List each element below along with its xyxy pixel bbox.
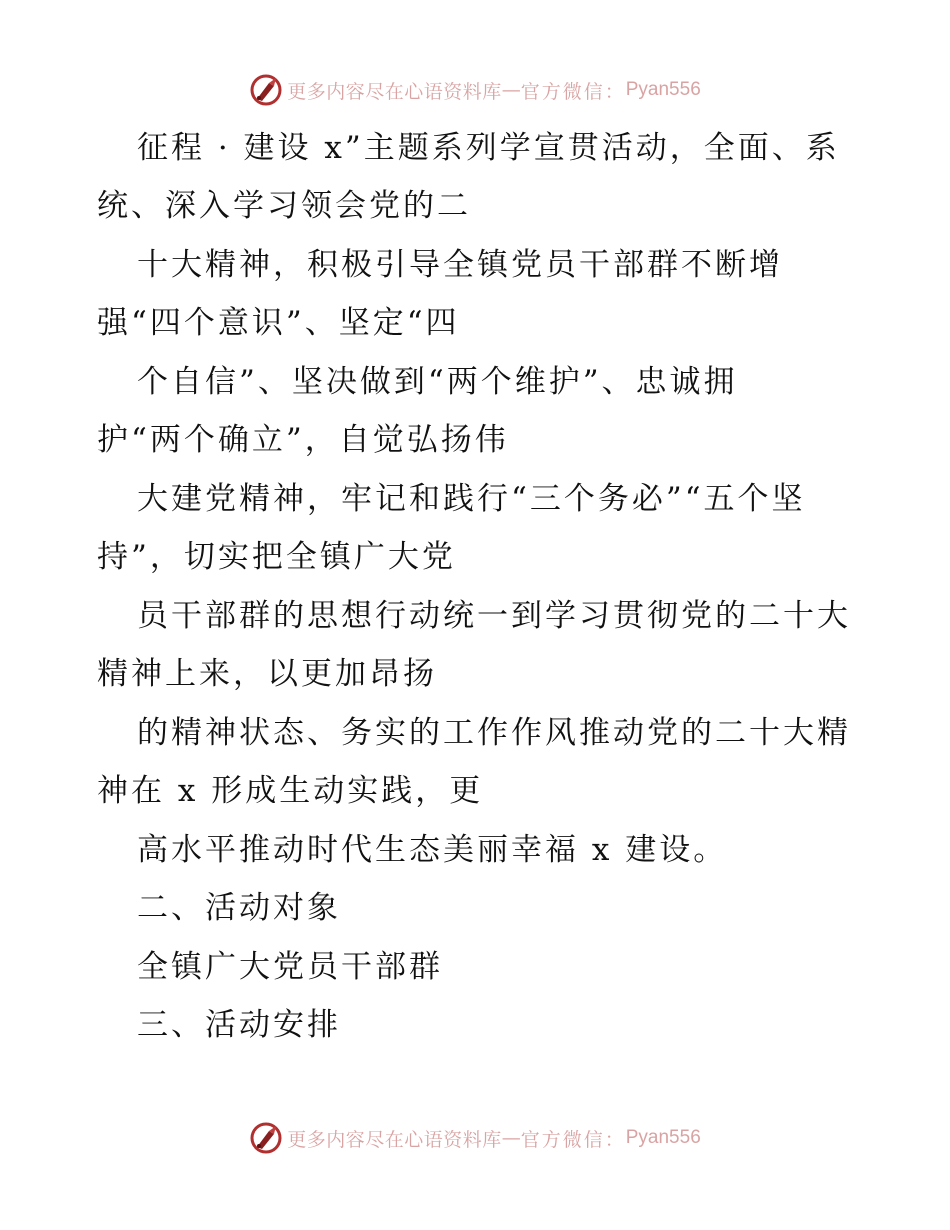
section-heading: 三、活动安排: [137, 1007, 341, 1043]
banner-main-text: 更多内容尽在心语资料库: [287, 80, 502, 103]
footer-watermark-banner: [0, 1118, 950, 1158]
text-line: 神在 x 形成生动实践，更: [97, 773, 484, 809]
header-watermark-banner: [0, 70, 950, 110]
text-line: 大建党精神，牢记和践行“三个务必”“五个坚: [137, 481, 806, 517]
banner-dash: —: [501, 1127, 521, 1149]
text-line: 十大精神，积极引导全镇党员干部群不断增: [137, 247, 783, 283]
text-line: 统、深入学习领会党的二: [97, 188, 471, 224]
text-line: 护“两个确立”，自觉弘扬伟: [97, 422, 509, 458]
section-heading: 二、活动对象: [137, 890, 341, 926]
banner-sub-text: 官方微信：: [520, 80, 626, 103]
banner-wechat-id: Pyan556: [625, 1127, 701, 1148]
text-line: 全镇广大党员干部群: [137, 949, 443, 985]
text-line: 员干部群的思想行动统一到学习贯彻党的二十大: [137, 598, 851, 634]
text-line: 高水平推动时代生态美丽幸福 x 建设。: [137, 832, 728, 868]
text-line: 持”，切实把全镇广大党: [97, 539, 456, 575]
quill-pen-circle-icon: [249, 73, 283, 107]
text-line: 征程 · 建设 x”主题系列学宣贯活动，全面、系: [137, 130, 840, 166]
quill-pen-circle-icon: [249, 1121, 283, 1155]
text-line: 的精神状态、务实的工作作风推动党的二十大精: [137, 715, 851, 751]
text-line: 个自信”、坚决做到“两个维护”、忠诚拥: [137, 364, 738, 400]
banner-wechat-id: Pyan556: [625, 79, 701, 100]
text-line: 强“四个意识”、坚定“四: [97, 305, 460, 341]
banner-sub-text: 官方微信：: [520, 1128, 626, 1151]
banner-main-text: 更多内容尽在心语资料库: [287, 1128, 502, 1151]
text-line: 精神上来，以更加昂扬: [97, 656, 437, 692]
banner-dash: —: [501, 79, 521, 101]
